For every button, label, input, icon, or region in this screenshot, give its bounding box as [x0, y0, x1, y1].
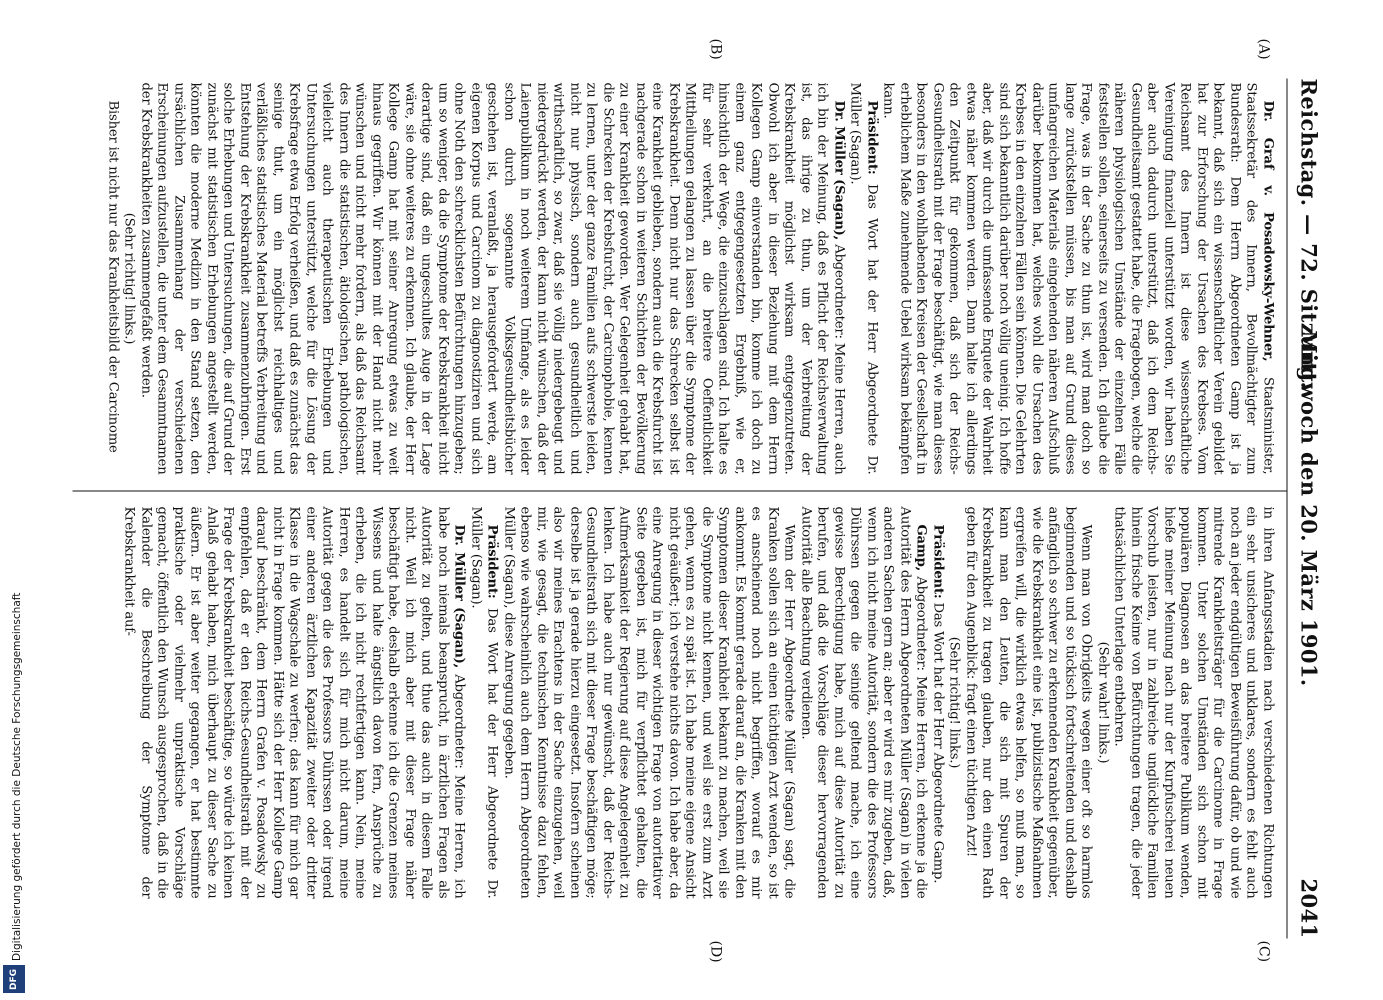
paragraph	[879, 82, 1275, 474]
right-column	[120, 506, 1275, 898]
page-header	[1286, 78, 1327, 938]
paragraph: Wenn der Herr Abgeordnete Müller (Sagan) sagt, die Kranken sollen sich an einen tüchtigen Arzt wenden, so ist es anscheinend noch nicht begriffen, worauf es mir ankommt. Es kommt gerade darauf an, die Kranken mit den Symptomen dieser Krankheit bekannt zu machen, weil sie die Symptome nicht kennen, und weil sie erst zum Arzt gehen, wenn es zu spät ist. Ich habe meine eigene Ansicht nicht geäußert; ich verstehe nichts davon. Ich habe aber, da eine Anregung in dieser wichtigen Frage von autoritativer Seite gegeben ist, mich für verpflichtet gehalten, die Aufmerksamkeit der Regierung auf diese Angelegenheit zu lenken. Ich habe auch nur gewünscht, daß der Reichs-Gesundheitsrath sich mit dieser Frage beschäftigen möge; derselbe ist ja gerade hierzu eingesetzt. Insofern scheinen also wir meines Erachtens in der Sache einzugehen, weil mir, wie gesagt, die technischen Kenntnisse dazu fehlen, ebenso wie wahrscheinlich auch dem Herrn Abgeordneten Müller (Sagan), diese Anregung gegeben.	[501, 506, 797, 898]
interjection: (Sehr richtig! links.)	[946, 636, 962, 768]
paragraph: in ihren Anfangsstadien nach verschiedenen Richtungen ein sehr unsicheres und unklares, sondern es fehlt auch noch an jeder endgültigen Beweisführung dafür, ob und wie mitrende Krankheitsträger für die Carcinome in Frage kommen. Unter solchen Umständen sich schon mit populären Diagnosen an das breitere Publikum wenden, hieße meiner Meinung nach nur der Kurpfuscherei neuen Vorschub leisten, nur in zahlreiche unglückliche Familien hinein frische Keime von Befürchtungen tragen, die jeder thatsächlichen Unterlage entbehren.	[1111, 506, 1275, 898]
speaker-name: Präsident:	[484, 524, 500, 599]
interjection: (Sehr richtig! links.)	[121, 212, 137, 344]
paragraph	[120, 506, 467, 898]
dfg-logo: DFG	[3, 965, 25, 993]
digitization-credit	[0, 0, 30, 1000]
page-number: 2041	[1296, 877, 1321, 938]
speaker-name: Präsident:	[864, 100, 879, 175]
paragraph-text: Das Wort hat der Herr Abgeordnete Dr. Müller (Sagan).	[847, 82, 879, 474]
paragraph-text: Abgeordneter: Meine Herren, auch ich bin der Meinung, daß es Pflicht der Reichsverwaltung ist, das ihrige zu thun, um der Verbreitung der Krebskrankheit möglichst wirksam entgegenzutreten. Obwohl ich aber in dieser Beziehung mit dem Herrn Kollegen Gamp einverstanden bin, komme ich doch zu einem ganz entgegengesetzten Ergebniß, wie er, hinsichtlich der Wege, die einzuschlagen sind. Ich halte es für sehr verkehrt, an die breitere Oeffentlichkeit Mittheilungen gelangen zu lassen über die Symptome der Krebskrankheit. Denn nicht nur das Schrecken selbst ist eine Krankheit geblieben, sondern auch die Krebsfurcht ist nachgerade schon in weiteren Schichten der Bevölkerung zu einer Krankheit geworden. Wer Gelegenheit gehabt hat, die Schrecken der Krebsfurcht, der Carcinophobie, kennen zu lernen, unter der ganze Familien aufs schwerste leiden, nicht nur physisch, sondern auch gesundheitlich und wirthschaftlich, so zwar, daß sie völlig niedergebeugt und niedergedrückt werden, der kann nicht wünschen, daß der Laienpublikum in noch weiterem Umfange, als es leider schon durch sogenannte Volksgesundheitsbücher geschehen ist, veranlaßt, ja herausgefordert werde, am eigenen Korpus und Carcinom zu diagnostiziren und sich ohne Noth den schrecklichsten Befürchtungen hinzugeben; um so weniger, da die Symptome der Krebskrankheit nicht derartige sind, daß ein ungeschultes Auge in der Lage wäre, sie ohne weiteres zu erkennen. Ich glaube, der Herr Kollege Gamp hat mit seiner Anregung etwas zu weit hinaus gegriffen. Wir können mit der Hand nicht mehr wünschen und nicht mehr fordern, als daß das Reichsamt des Innern die statistischen, ätiologischen, pathologischen, vielleicht auch therapeutischen Erhebungen und Untersuchungen unterstützt, welche für die Lösung der Krebsfrage etwa Erfolg verheißen, und daß es zunächst das seinige thut, um ein möglichst reichhaltiges und verläßliches statistisches Material betreffs Verbreitung und Entstehung der Krebskrankheit zusammenzubringen. Erst solche Erhebungen und Untersuchungen, die auf Grund der zunächst mit statistischen Erhebungen angestellt werden, könnten die moderne Medizin in den Stand setzen, den ursächlichen Zusammenhang der verschiedenen Erscheinungen aufzustellen, die unter dem Gesammtnamen der Krebskrankheiten zusammengefaßt werden.	[138, 82, 846, 474]
paragraph	[467, 506, 500, 898]
credit-text: Digitalisierung gefördert durch die Deutsche Forschungsgemeinschaft	[11, 592, 23, 961]
speaker-name: Präsident:	[930, 524, 945, 599]
left-column	[104, 82, 1276, 474]
paragraph	[137, 82, 847, 474]
header-left: Reichstag. — 72. Sitzung.	[1296, 78, 1321, 389]
paragraph-text: Staatsminister, Staatssekretär des Innern, Bevollmächtigter zum Bundesrath: Dem Herrn Abgeordneten Gamp ist ja bekannt, daß sich ein wissenschaftlicher Verein gebildet hat zur Erforschung der Ursachen des Krebses. Vom Reichsamt des Innern ist diese wissenschaftliche Vereinigung finanziell unterstützt worden, wir haben Sie aber auch dadurch unterstützt, daß ich dem Reichs-Gesundheitsamt gestattet habe, die Fragebogen, welche die näheren physiologischen Umstände der einzelnen Fälle feststellen sollen, seinerseits zu versenden. Ich glaube die Frage, was in der Sache zu thun ist, wird man doch so lange zurückstellen müssen, bis man auf Grund dieses umfangreichen Materials eingehenden näheren Aufschluß darüber bekommen hat, welches wohl die Ursachen des Krebses in den einzelnen Fällen sein können. Die Gelehrten sind sich bekanntlich darüber noch völlig uneinig. Ich hoffe aber, daß wir durch die umfassende Enquete der Wahrheit etwas näher kommen werden. Dann halte ich allerdings den Zeitpunkt für gekommen, daß sich der Reichs-Gesundheitsrath mit der Frage beschäftigt, wie man dieses besonders in den wohlhabenden Kreisen der Gesellschaft in erheblichem Maße zunehmende Uebel wirksam bekämpfen kann.	[880, 82, 1275, 475]
paragraph-text: Abgeordneter: Meine Herren, ich erkenne ja die Autorität des Herrn Abgeordneten Müller (Sagan) in vielen anderen Sachen gern an; aber er wird es mir zugeben, daß, wenn ich nicht meine Autorität, sondern die des Professors Dührssen gegen die seinige geltend mache, ich eine gewisse Berechtigung habe, mich auf diese Autorität zu berufen, und daß die Vorschläge dieser hervorragenden Autorität alle Beachtung verdienen.	[798, 506, 929, 898]
paragraph-text: Abgeordneter: Meine Herren, ich habe noch niemals beansprucht, in ärztlichen Fragen als Autorität zu gelten, und thue das auch in diesem Falle nicht. Weil ich mich aber mit dieser Frage näher beschäftigt habe, deshalb erkenne ich die Grenzen meines Wissens und halte ängstlich davon fern, Ansprüche zu erheben, die ich nicht rechtfertigen kann. Nein, meine Herren, es handelt sich für mich nicht darum, meine Autorität gegen die des Professors Dührssen oder irgend einer anderen ärztlichen Kapazität zweiter oder dritter Klasse in die Wagschale zu werfen; das kann für mich gar nicht in Frage kommen. Hätte sich der Herr Kollege Gamp darauf beschränkt, dem Herrn Grafen v. Posadowsky zu empfehlen, daß er den Reichs-Gesundheitsrath mit der Frage der Krebskrankheit beschäftige, so würde ich keinen Anlaß gehabt haben, mich überhaupt zu dieser Sache zu äußern. Er ist aber weiter gegangen, er hat bestimmte praktische oder vielmehr unpraktische Vorschläge gemacht, öffentlich den Wunsch ausgesprochen, daß in die Kalender die Beschreibung der Symptome der Krebskrankheit auf-	[121, 506, 467, 898]
paragraph: Bisher ist nicht nur das Krankheitsbild der Carcinome	[105, 100, 120, 453]
margin-marker-b: (B)	[707, 38, 723, 60]
header-center: Mittwoch den 20. März 1901.	[1296, 329, 1321, 687]
column-divider	[72, 490, 1287, 491]
paragraph	[846, 82, 879, 474]
margin-marker-c: (C)	[1255, 940, 1271, 962]
paragraph-text: Das Wort hat der Herr Abgeordnete Gamp.	[930, 598, 945, 883]
speaker-name: Dr. Müller (Sagan),	[451, 524, 467, 668]
paragraph: Wenn man von Obrigkeits wegen einer oft so harmlos beginnenden und so tückisch fortschreitenden und deshalb anfänglich so schwer zu erkennenden Krankheit gegenüber, wie die Krebskrankheit eine ist, publizistische Maßnahmen ergreifen will, die wirklich etwas helfen, so muß man, so kann man den Leuten, die sich mit Spuren der Krebskrankheit zu tragen glauben, nur den einen Rath geben für den Augenblick: fragt einen tüchtigen Arzt!	[963, 506, 1094, 898]
speaker-name: Gamp,	[913, 524, 929, 571]
margin-marker-d: (D)	[707, 940, 723, 963]
paragraph	[929, 506, 946, 898]
speaker-name: Dr. Müller (Sagan),	[831, 100, 846, 240]
paragraph	[797, 506, 929, 898]
paragraph-text: Das Wort hat der Herr Abgeordnete Dr. Müller (Sagan).	[468, 506, 500, 898]
margin-marker-a: (A)	[1255, 38, 1271, 60]
interjection: (Sehr wahr! links.)	[1095, 641, 1110, 763]
speaker-name: Dr. Graf v. Posadowsky-Wehner,	[1260, 100, 1275, 361]
